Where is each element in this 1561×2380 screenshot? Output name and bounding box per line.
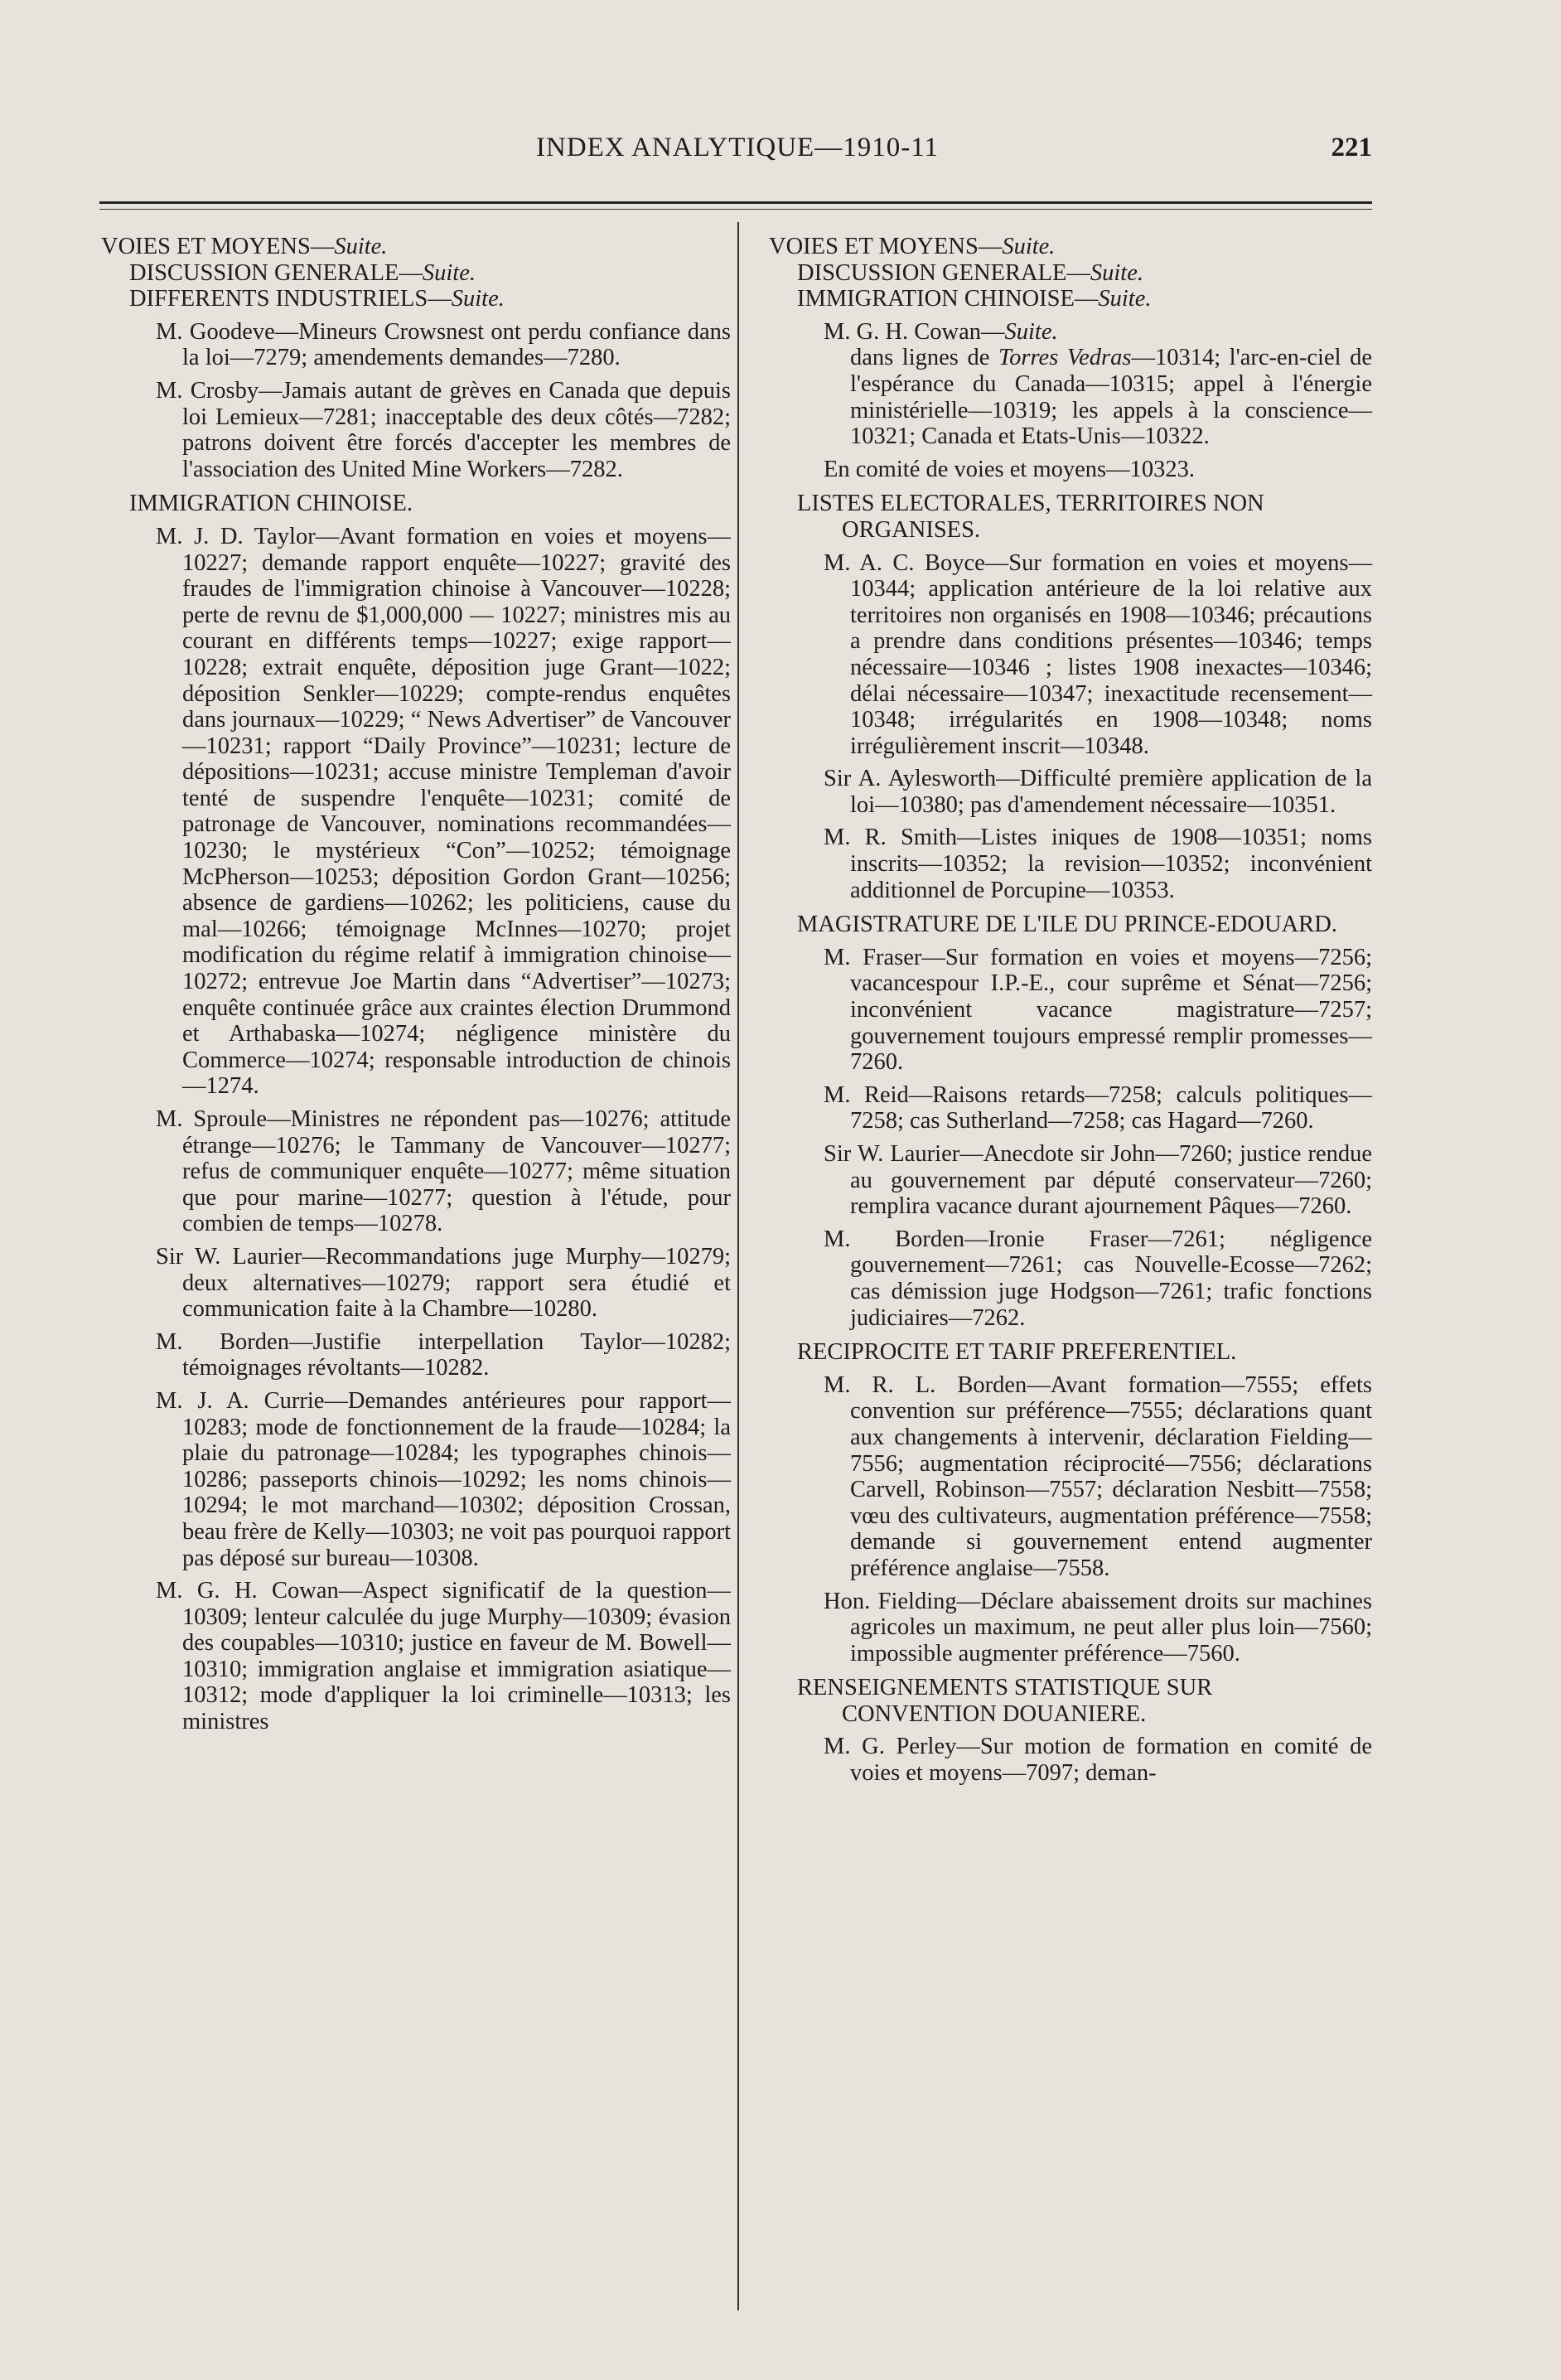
entry-suite: Suite. (1004, 318, 1058, 345)
index-entry: M. G. Perley—Sur motion de formation en comité de voies et moyens—7097; deman- (824, 1734, 1372, 1787)
continuation-heading (129, 260, 731, 287)
continuation-heading (797, 286, 1372, 312)
index-entry: M. Borden—Ironie Fraser—7261; négligence gouvernement—7261; cas Nouvelle-Ecosse—7262; cas démission juge Hodgson—7261; trafic fonctions judiciaires—7262. (824, 1226, 1372, 1331)
index-entry: M. G. H. Cowan—Aspect significatif de la question—10309; lenteur calculée du juge Murphy—10309; évasion des coupables—10310; justice en faveur de M. Bowell—10310; immigration anglaise et immigration asiatique—10312; mode d'appliquer la loi criminelle—10313; les ministres (156, 1578, 731, 1735)
index-entry: Sir W. Laurier—Recommandations juge Murphy—10279; deux alternatives—10279; rapport sera étudié et communication faite à la Chambre—10280. (156, 1243, 731, 1323)
index-entry: M. Borden—Justifie interpellation Taylor—10282; témoignages révoltants—10282. (156, 1328, 731, 1381)
continuation-main: DISCUSSION GENERALE— (797, 259, 1090, 286)
continuation-heading (129, 286, 731, 312)
entry-text: —10314; l'arc-en-ciel de l'espérance du Canada—10315; appel à l'énergie ministérielle—10319; les appels à la conscience—10321; Canada et Etats-Unis—10322. (850, 345, 1373, 450)
index-entry: M. Fraser—Sur formation en voies et moyens—7256; vacancespour I.P.-E., cour suprême et Sénat—7256; inconvénient vacance magistrature—7257; gouvernement toujours empressé remplir promesses—7260. (824, 944, 1372, 1076)
continuation-suite: Suite. (422, 259, 476, 286)
right-column (769, 234, 1372, 1787)
index-entry: M. J. A. Currie—Demandes antérieures pour rapport—10283; mode de fonctionnement de la fraude—10284; la plaie du patronage—10284; les typographes chinois—10286; passeports chinois—10292; les noms chinois—10294; le mot marchand—10302; déposition Crossan, beau frère de Kelly—10303; ne voit pas pourquoi rapport pas déposé sur bureau—10308. (156, 1387, 731, 1571)
index-entry: M. A. C. Boyce—Sur formation en voies et moyens—10344; application antérieure de la loi relative aux territoires non organisés en 1908—10346; précautions a prendre dans conditions présentes—10346; temps nécessaire—10346 ; listes 1908 inexactes—10346; délai nécessaire—10347; inexactitude recensement—10348; irrégularités en 1908—10348; noms irrégulièrement inscrit—10348. (824, 549, 1372, 759)
continuation-suite: Suite. (1002, 234, 1056, 259)
continuation-suite: Suite. (451, 286, 505, 312)
continuation-main: VOIES ET MOYENS— (769, 234, 1003, 259)
continuation-heading (101, 234, 731, 260)
continuation-main: VOIES ET MOYENS— (101, 234, 335, 259)
continuation-heading (769, 234, 1372, 260)
index-entry: M. Sproule—Ministres ne répondent pas—10276; attitude étrange—10276; le Tammany de Vancouver—10277; refus de communiquer enquête—10277; même situation que pour marine—10277; question à l'étude, pour combien de temps—10278. (156, 1106, 731, 1237)
section-heading: MAGISTRATURE DE L'ILE DU PRINCE-EDOUARD. (797, 912, 1337, 938)
continuation-suite: Suite. (1090, 259, 1144, 286)
left-column (101, 234, 731, 1735)
column-divider (737, 222, 739, 2310)
entry-text: dans lignes de (850, 345, 990, 371)
continuation-main: DISCUSSION GENERALE— (129, 259, 423, 286)
running-title: INDEX ANALYTIQUE—1910-11 (536, 133, 939, 162)
index-entry: En comité de voies et moyens—10323. (824, 456, 1195, 482)
continuation-main: DIFFERENTS INDUSTRIELS— (129, 286, 452, 312)
continuation-main: IMMIGRATION CHINOISE— (797, 286, 1099, 312)
index-entry: M. Reid—Raisons retards—7258; calculs politiques—7258; cas Sutherland—7258; cas Hagard—7260. (824, 1081, 1372, 1134)
index-entry: M. J. D. Taylor—Avant formation en voies et moyens—10227; demande rapport enquête—10227; gravité des fraudes de l'immigration chinoise à Vancouver—10228; perte de revnu de $1,000,000 — 10227; ministres mis au courant en différents temps—10227; exige rapport—10228; extrait enquête, déposition juge Grant—1022; déposition Senkler—10229; compte-rendus enquêtes dans journaux—10229; “ News Advertiser” de Vancouver—10231; rapport “Daily Province”—10231; lecture de dépositions—10231; accuse ministre Templeman d'avoir tenté de suspendre l'enquête—10231; comité de patronage de Vancouver, nominations recommandées—10230; le mystérieux “Con”—10252; témoignage McPherson—10253; déposition Gordon Grant—10256; absence de gardiens—10262; les politiciens, cause du mal—10266; témoignage McInnes—10270; projet modification du régime relatif à immigration chinoise—10272; entrevue Joe Martin dans “Advertiser”—10273; enquête continuée grâce aux craintes élection Drummond et Arthabaska—10274; négligence ministère du Commerce—10274; responsable introduction de chinois—1274. (156, 523, 731, 1100)
header-rule-thick (99, 201, 1372, 204)
index-entry: Sir W. Laurier—Anecdote sir John—7260; justice rendue au gouvernement par député conservateur—7260; remplira vacance durant ajournement Pâques—7260. (824, 1141, 1372, 1220)
header-rule-thin (99, 209, 1372, 210)
continuation-suite: Suite. (1098, 286, 1152, 312)
section-heading: RECIPROCITE ET TARIF PREFERENTIEL. (797, 1339, 1237, 1366)
entry-italic-place: Torres Vedras (998, 345, 1132, 371)
section-heading: RENSEIGNEMENTS STATISTIQUE SUR CONVENTION DOUANIERE. (797, 1675, 1213, 1727)
section-heading: IMMIGRATION CHINOISE. (129, 491, 413, 517)
index-entry: M. Crosby—Jamais autant de grèves en Canada que depuis loi Lemieux—7281; inacceptable des deux côtés—7282; patrons doivent être forcés d'accepter les membres de l'association des United Mine Workers—7282. (156, 377, 731, 482)
continuation-suite: Suite. (334, 234, 388, 259)
index-entry: Hon. Fielding—Déclare abaissement droits sur machines agricoles un maximum, ne peut aller plus loin—7560; impossible augmenter préférence—7560. (824, 1588, 1372, 1666)
page-number: 221 (1331, 133, 1372, 162)
entry-speaker: M. G. H. Cowan— (824, 318, 1005, 345)
continuation-heading (797, 260, 1372, 287)
page-header (99, 133, 1375, 174)
section-heading: LISTES ELECTORALES, TERRITOIRES NON ORGANISES. (797, 491, 1264, 543)
index-entry (824, 319, 1372, 450)
index-entry: M. R. L. Borden—Avant formation—7555; effets convention sur préférence—7555; déclarations quant aux changements à intervenir, déclaration Fielding—7556; augmentation réciprocité—7556; déclarations Carvell, Robinson—7557; déclaration Nesbitt—7558; vœu des cultivateurs, augmentation préférence—7558; demande si gouvernement entend augmenter préférence anglaise—7558. (824, 1371, 1372, 1581)
index-entry: M. R. Smith—Listes iniques de 1908—10351; noms inscrits—10352; la revision—10352; inconvénient additionnel de Porcupine—10353. (824, 825, 1372, 903)
index-entry: Sir A. Aylesworth—Difficulté première application de la loi—10380; pas d'amendement nécessaire—10351. (824, 766, 1372, 818)
index-entry: M. Goodeve—Mineurs Crowsnest ont perdu confiance dans la loi—7279; amendements demandes—7280. (156, 318, 731, 371)
